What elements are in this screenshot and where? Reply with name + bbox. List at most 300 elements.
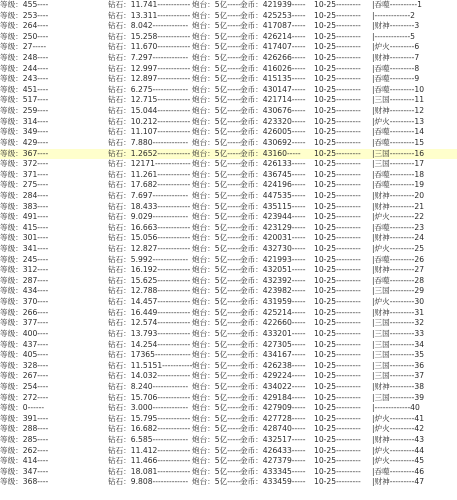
mark-field: |三国---------33 xyxy=(372,328,425,338)
text-line[interactable] xyxy=(0,53,457,64)
diamond-field: 钻石：16.192------------ xyxy=(108,265,191,275)
text-line[interactable] xyxy=(0,223,457,234)
text-line[interactable] xyxy=(0,403,457,414)
cannon-field: 炮台：5亿----- xyxy=(192,137,241,147)
level-field: 等级：349---- xyxy=(0,127,49,137)
mark-field: |财神---------27 xyxy=(372,265,425,275)
text-line[interactable] xyxy=(0,64,457,75)
level-field: 等级：272---- xyxy=(0,392,49,402)
mark-field: |三国---------32 xyxy=(372,318,425,328)
gold-field: 金币：426238----- xyxy=(240,360,306,370)
diamond-field: 钻石：7.880------------- xyxy=(108,137,189,147)
mark-field: |财神---------47 xyxy=(372,477,425,487)
text-line[interactable] xyxy=(0,32,457,43)
level-field: 等级：455---- xyxy=(0,0,49,9)
cannon-field: 炮台：5亿----- xyxy=(192,148,241,158)
text-line[interactable] xyxy=(0,212,457,223)
mark-field: |财神---------20 xyxy=(372,190,425,200)
level-field: 等级：275---- xyxy=(0,180,49,190)
cannon-field: 炮台：5亿----- xyxy=(192,307,241,317)
level-field: 等级：287---- xyxy=(0,275,49,285)
level-field: 等级：314---- xyxy=(0,116,49,126)
text-line[interactable] xyxy=(0,297,457,308)
date-field: 10-25--------- xyxy=(314,265,361,275)
level-field: 等级：266---- xyxy=(0,307,49,317)
mark-field: |三国---------36 xyxy=(372,360,425,370)
cannon-field: 炮台：5亿----- xyxy=(192,403,241,413)
mark-field: |三国---------39 xyxy=(372,392,425,402)
date-field: 10-25--------- xyxy=(314,371,361,381)
diamond-field: 钻石：12.574------------ xyxy=(108,318,191,328)
text-line[interactable] xyxy=(0,95,457,106)
gold-field: 金币：417407----- xyxy=(240,42,306,52)
date-field: 10-25--------- xyxy=(314,477,361,487)
cannon-field: 炮台：5亿----- xyxy=(192,190,241,200)
level-field: 等级：288---- xyxy=(0,424,49,434)
level-field: 等级：262---- xyxy=(0,445,49,455)
cannon-field: 炮台：5亿----- xyxy=(192,0,241,9)
cannon-field: 炮台：5亿----- xyxy=(192,74,241,84)
cannon-field: 炮台：5亿----- xyxy=(192,265,241,275)
text-line[interactable] xyxy=(0,276,457,287)
gold-field: 金币：430692----- xyxy=(240,137,306,147)
mark-field: |财神---------7 xyxy=(372,53,420,63)
cannon-field: 炮台：5亿----- xyxy=(192,318,241,328)
cannon-field: 炮台：5亿----- xyxy=(192,31,241,41)
level-field: 等级：243---- xyxy=(0,74,49,84)
diamond-field: 钻石：11.412------------ xyxy=(108,445,191,455)
date-field: 10-25--------- xyxy=(314,339,361,349)
date-field: 10-25--------- xyxy=(314,159,361,169)
mark-field: |炉火---------13 xyxy=(372,116,425,126)
level-field: 等级：254---- xyxy=(0,381,49,391)
gold-field: 金币：421714----- xyxy=(240,95,306,105)
level-field: 等级：250---- xyxy=(0,31,49,41)
diamond-field: 钻石：15.625------------ xyxy=(108,275,191,285)
date-field: 10-25--------- xyxy=(314,95,361,105)
date-field: 10-25--------- xyxy=(314,127,361,137)
mark-field: |三国---------35 xyxy=(372,350,425,360)
mark-field: |炉火---------6 xyxy=(372,42,420,52)
diamond-field: 钻石：11.741------------ xyxy=(108,0,191,9)
cannon-field: 炮台：5亿----- xyxy=(192,10,241,20)
gold-field: 金币：420031----- xyxy=(240,233,306,243)
cannon-field: 炮台：5亿----- xyxy=(192,339,241,349)
diamond-field: 钻石：12.827------------ xyxy=(108,244,191,254)
mark-field: |吞噬---------18 xyxy=(372,169,425,179)
gold-field: 金币：429184----- xyxy=(240,392,306,402)
diamond-field: 钻石：3.000------------- xyxy=(108,403,189,413)
diamond-field: 钻石：13.311------------ xyxy=(108,10,191,20)
mark-field: |炉火---------22 xyxy=(372,212,425,222)
diamond-field: 钻石：7.297------------- xyxy=(108,53,189,63)
date-field: 10-25--------- xyxy=(314,328,361,338)
level-field: 等级：372---- xyxy=(0,159,49,169)
diamond-field: 钻石：8.042------------- xyxy=(108,21,189,31)
date-field: 10-25--------- xyxy=(314,424,361,434)
cannon-field: 炮台：5亿----- xyxy=(192,456,241,466)
diamond-field: 钻石：12.897------------ xyxy=(108,74,191,84)
mark-field: |财神---------12 xyxy=(372,106,425,116)
text-line[interactable] xyxy=(0,361,457,372)
diamond-field: 钻石：10.212------------ xyxy=(108,116,191,126)
text-line[interactable] xyxy=(0,21,457,32)
cannon-field: 炮台：5亿----- xyxy=(192,106,241,116)
date-field: 10-25--------- xyxy=(314,434,361,444)
cannon-field: 炮台：5亿----- xyxy=(192,244,241,254)
text-line[interactable] xyxy=(0,424,457,435)
cannon-field: 炮台：5亿----- xyxy=(192,212,241,222)
text-line[interactable] xyxy=(0,233,457,244)
diamond-field: 钻石：12.788------------ xyxy=(108,286,191,296)
gold-field: 金币：423982----- xyxy=(240,286,306,296)
level-field: 等级：371---- xyxy=(0,169,49,179)
diamond-field: 钻石：13.793------------ xyxy=(108,328,191,338)
mark-field: |三国---------29 xyxy=(372,286,425,296)
level-field: 等级：434---- xyxy=(0,286,49,296)
level-field: 等级：451---- xyxy=(0,84,49,94)
diamond-field: 钻石：8.240------------- xyxy=(108,381,189,391)
gold-field: 金币：43160----- xyxy=(240,148,301,158)
gold-field: 金币：429224----- xyxy=(240,371,306,381)
gold-field: 金币：417087----- xyxy=(240,21,306,31)
date-field: 10-25--------- xyxy=(314,21,361,31)
text-line[interactable] xyxy=(0,170,457,181)
text-line[interactable] xyxy=(0,456,457,467)
text-line[interactable] xyxy=(0,117,457,128)
diamond-field: 钻石：15.706------------ xyxy=(108,392,191,402)
gold-field: 金币：435115----- xyxy=(240,201,306,211)
diamond-field: 钻石：9.029------------- xyxy=(108,212,189,222)
gold-field: 金币：424196----- xyxy=(240,180,306,190)
level-field: 等级：341---- xyxy=(0,244,49,254)
diamond-field: 钻石：15.258------------ xyxy=(108,31,191,41)
date-field: 10-25--------- xyxy=(314,31,361,41)
date-field: 10-25--------- xyxy=(314,106,361,116)
level-field: 等级：368---- xyxy=(0,477,49,487)
text-line[interactable] xyxy=(0,42,457,53)
level-field: 等级：0------ xyxy=(0,403,45,413)
text-line[interactable] xyxy=(0,477,457,488)
gold-field: 金币：423320----- xyxy=(240,116,306,126)
cannon-field: 炮台：5亿----- xyxy=(192,254,241,264)
level-field: 等级：248---- xyxy=(0,53,49,63)
cannon-field: 炮台：5亿----- xyxy=(192,328,241,338)
date-field: 10-25--------- xyxy=(314,212,361,222)
gold-field: 金币：423944----- xyxy=(240,212,306,222)
mark-field: |三国---------17 xyxy=(372,159,425,169)
gold-field: 金币：422660----- xyxy=(240,318,306,328)
cannon-field: 炮台：5亿----- xyxy=(192,445,241,455)
cannon-field: 炮台：5亿----- xyxy=(192,275,241,285)
level-field: 等级：370---- xyxy=(0,297,49,307)
gold-field: 金币：447535----- xyxy=(240,190,306,200)
text-line[interactable] xyxy=(0,255,457,266)
gold-field: 金币：434022----- xyxy=(240,381,306,391)
diamond-field: 钻石：14.457------------ xyxy=(108,297,191,307)
diamond-field: 钻石：12.997------------ xyxy=(108,63,191,73)
mark-field: |炉火---------42 xyxy=(372,424,425,434)
cannon-field: 炮台：5亿----- xyxy=(192,42,241,52)
diamond-field: 钻石：18.433------------ xyxy=(108,201,191,211)
gold-field: 金币：432730----- xyxy=(240,244,306,254)
diamond-field: 钻石：16.449------------ xyxy=(108,307,191,317)
diamond-field: 钻石：11.670------------ xyxy=(108,42,191,52)
diamond-field: 钻石：1.2652------------ xyxy=(108,148,191,158)
date-field: 10-25--------- xyxy=(314,63,361,73)
level-field: 等级：285---- xyxy=(0,434,49,444)
cannon-field: 炮台：5亿----- xyxy=(192,53,241,63)
text-line[interactable] xyxy=(0,106,457,117)
mark-field: |吞噬---------8 xyxy=(372,63,420,73)
mark-field: |吞噬----------1 xyxy=(372,0,422,9)
diamond-field: 钻石：6.275------------- xyxy=(108,84,189,94)
text-line[interactable] xyxy=(0,318,457,329)
gold-field: 金币：426005----- xyxy=(240,127,306,137)
date-field: 10-25--------- xyxy=(314,318,361,328)
gold-field: 金币：430676----- xyxy=(240,106,306,116)
cannon-field: 炮台：5亿----- xyxy=(192,286,241,296)
cannon-field: 炮台：5亿----- xyxy=(192,297,241,307)
date-field: 10-25--------- xyxy=(314,456,361,466)
mark-field: |吞噬---------23 xyxy=(372,222,425,232)
gold-field: 金币：426433----- xyxy=(240,445,306,455)
mark-field: |-------------40 xyxy=(372,403,420,413)
date-field: 10-25--------- xyxy=(314,201,361,211)
text-line[interactable] xyxy=(0,74,457,85)
level-field: 等级：405---- xyxy=(0,350,49,360)
diamond-field: 钻石：5.992------------- xyxy=(108,254,189,264)
mark-field: |吞噬---------9 xyxy=(372,74,420,84)
text-line[interactable] xyxy=(0,191,457,202)
gold-field: 金币：421993----- xyxy=(240,254,306,264)
level-field: 等级：383---- xyxy=(0,201,49,211)
cannon-field: 炮台：5亿----- xyxy=(192,201,241,211)
gold-field: 金币：423129----- xyxy=(240,222,306,232)
mark-field: |吞噬---------15 xyxy=(372,137,425,147)
date-field: 10-25--------- xyxy=(314,286,361,296)
text-line[interactable] xyxy=(0,350,457,361)
date-field: 10-25--------- xyxy=(314,275,361,285)
level-field: 等级：245---- xyxy=(0,254,49,264)
cannon-field: 炮台：5亿----- xyxy=(192,159,241,169)
date-field: 10-25--------- xyxy=(314,413,361,423)
gold-field: 金币：425214----- xyxy=(240,307,306,317)
text-line[interactable] xyxy=(0,138,457,149)
diamond-field: 钻石：17365------------- xyxy=(108,350,191,360)
text-line[interactable] xyxy=(0,371,457,382)
date-field: 10-25--------- xyxy=(314,244,361,254)
text-line[interactable] xyxy=(0,180,457,191)
gold-field: 金币：426214----- xyxy=(240,31,306,41)
text-line[interactable] xyxy=(0,11,457,22)
diamond-field: 钻石：7.697------------- xyxy=(108,190,189,200)
mark-field: |炉火---------41 xyxy=(372,413,425,423)
mark-field: |炉火---------44 xyxy=(372,445,425,455)
text-line[interactable] xyxy=(0,329,457,340)
gold-field: 金币：426266----- xyxy=(240,53,306,63)
level-field: 等级：347---- xyxy=(0,466,49,476)
gold-field: 金币：416026----- xyxy=(240,63,306,73)
cannon-field: 炮台：5亿----- xyxy=(192,360,241,370)
diamond-field: 钻石：11.466------------ xyxy=(108,456,191,466)
gold-field: 金币：432392----- xyxy=(240,275,306,285)
cannon-field: 炮台：5亿----- xyxy=(192,350,241,360)
date-field: 10-25--------- xyxy=(314,10,361,20)
level-field: 等级：491---- xyxy=(0,212,49,222)
gold-field: 金币：428740----- xyxy=(240,424,306,434)
mark-field: |财神---------43 xyxy=(372,434,425,444)
mark-field: |吞噬---------26 xyxy=(372,254,425,264)
level-field: 等级：244---- xyxy=(0,63,49,73)
date-field: 10-25--------- xyxy=(314,116,361,126)
mark-field: |三国---------16 xyxy=(372,148,425,158)
current-text-line[interactable] xyxy=(0,149,457,160)
diamond-field: 钻石：15.044------------ xyxy=(108,106,191,116)
gold-field: 金币：427305----- xyxy=(240,339,306,349)
cannon-field: 炮台：5亿----- xyxy=(192,233,241,243)
mark-field: |财神---------3 xyxy=(372,21,420,31)
level-field: 等级：253---- xyxy=(0,10,49,20)
cannon-field: 炮台：5亿----- xyxy=(192,392,241,402)
date-field: 10-25--------- xyxy=(314,307,361,317)
text-line[interactable] xyxy=(0,308,457,319)
gold-field: 金币：436745----- xyxy=(240,169,306,179)
date-field: 10-25--------- xyxy=(314,360,361,370)
mark-field: |财神---------31 xyxy=(372,307,425,317)
diamond-field: 钻石：11.261------------ xyxy=(108,169,191,179)
mark-field: |吞噬---------28 xyxy=(372,275,425,285)
date-field: 10-25--------- xyxy=(314,350,361,360)
diamond-field: 钻石：6.585------------- xyxy=(108,434,189,444)
diamond-field: 钻石：11.107------------ xyxy=(108,127,191,137)
cannon-field: 炮台：5亿----- xyxy=(192,466,241,476)
cannon-field: 炮台：5亿----- xyxy=(192,434,241,444)
gold-field: 金币：433201----- xyxy=(240,328,306,338)
date-field: 10-25--------- xyxy=(314,84,361,94)
text-line[interactable] xyxy=(0,159,457,170)
cannon-field: 炮台：5亿----- xyxy=(192,21,241,31)
gold-field: 金币：431959----- xyxy=(240,297,306,307)
level-field: 等级：259---- xyxy=(0,106,49,116)
text-line[interactable] xyxy=(0,382,457,393)
date-field: 10-25--------- xyxy=(314,74,361,84)
text-line[interactable] xyxy=(0,127,457,138)
mark-field: |炉火---------30 xyxy=(372,297,425,307)
text-line[interactable] xyxy=(0,446,457,457)
date-field: 10-25--------- xyxy=(314,466,361,476)
date-field: 10-25--------- xyxy=(314,403,361,413)
text-line[interactable] xyxy=(0,244,457,255)
gold-field: 金币：433345----- xyxy=(240,466,306,476)
level-field: 等级：429---- xyxy=(0,137,49,147)
date-field: 10-25--------- xyxy=(314,445,361,455)
date-field: 10-25--------- xyxy=(314,392,361,402)
mark-field: |财神---------38 xyxy=(372,381,425,391)
date-field: 10-25--------- xyxy=(314,381,361,391)
mark-field: |炉火---------25 xyxy=(372,244,425,254)
cannon-field: 炮台：5亿----- xyxy=(192,381,241,391)
gold-field: 金币：430147----- xyxy=(240,84,306,94)
level-field: 等级：328---- xyxy=(0,360,49,370)
text-line[interactable] xyxy=(0,393,457,404)
level-field: 等级：27----- xyxy=(0,42,47,52)
diamond-field: 钻石：12.715------------ xyxy=(108,95,191,105)
text-line[interactable] xyxy=(0,340,457,351)
gold-field: 金币：427379----- xyxy=(240,456,306,466)
date-field: 10-25--------- xyxy=(314,190,361,200)
diamond-field: 钻石：9.808------------- xyxy=(108,477,189,487)
date-field: 10-25--------- xyxy=(314,222,361,232)
level-field: 等级：400---- xyxy=(0,328,49,338)
mark-field: |-------------5 xyxy=(372,31,416,41)
date-field: 10-25--------- xyxy=(314,254,361,264)
mark-field: |吞噬---------46 xyxy=(372,466,425,476)
gold-field: 金币：433459----- xyxy=(240,477,306,487)
text-line[interactable] xyxy=(0,265,457,276)
date-field: 10-25--------- xyxy=(314,53,361,63)
gold-field: 金币：427909----- xyxy=(240,403,306,413)
cannon-field: 炮台：5亿----- xyxy=(192,413,241,423)
text-line[interactable] xyxy=(0,0,457,11)
mark-field: |-------------2 xyxy=(372,10,416,20)
mark-field: |吞噬---------14 xyxy=(372,127,425,137)
level-field: 等级：415---- xyxy=(0,222,49,232)
date-field: 10-25--------- xyxy=(314,0,361,9)
text-line[interactable] xyxy=(0,286,457,297)
level-field: 等级：284---- xyxy=(0,190,49,200)
gold-field: 金币：427728----- xyxy=(240,413,306,423)
mark-field: |吞噬---------10 xyxy=(372,84,425,94)
diamond-field: 钻石：12171------------- xyxy=(108,159,191,169)
cannon-field: 炮台：5亿----- xyxy=(192,477,241,487)
cannon-field: 炮台：5亿----- xyxy=(192,180,241,190)
level-field: 等级：267---- xyxy=(0,371,49,381)
cannon-field: 炮台：5亿----- xyxy=(192,95,241,105)
gold-field: 金币：432517----- xyxy=(240,434,306,444)
cannon-field: 炮台：5亿----- xyxy=(192,84,241,94)
cannon-field: 炮台：5亿----- xyxy=(192,116,241,126)
date-field: 10-25--------- xyxy=(314,297,361,307)
level-field: 等级：301---- xyxy=(0,233,49,243)
text-line[interactable] xyxy=(0,202,457,213)
cannon-field: 炮台：5亿----- xyxy=(192,127,241,137)
cannon-field: 炮台：5亿----- xyxy=(192,371,241,381)
text-line[interactable] xyxy=(0,435,457,446)
mark-field: |炉火---------45 xyxy=(372,456,425,466)
gold-field: 金币：434167----- xyxy=(240,350,306,360)
gold-field: 金币：415135----- xyxy=(240,74,306,84)
diamond-field: 钻石：16.682------------ xyxy=(108,424,191,434)
level-field: 等级：312---- xyxy=(0,265,49,275)
text-line[interactable] xyxy=(0,467,457,478)
diamond-field: 钻石：14.254------------ xyxy=(108,339,191,349)
mark-field: |三国---------11 xyxy=(372,95,425,105)
date-field: 10-25--------- xyxy=(314,148,361,158)
text-line[interactable] xyxy=(0,85,457,96)
mark-field: |财神---------24 xyxy=(372,233,425,243)
date-field: 10-25--------- xyxy=(314,169,361,179)
level-field: 等级：517---- xyxy=(0,95,49,105)
cannon-field: 炮台：5亿----- xyxy=(192,169,241,179)
level-field: 等级：391---- xyxy=(0,413,49,423)
text-line[interactable] xyxy=(0,414,457,425)
mark-field: |三国---------37 xyxy=(372,371,425,381)
diamond-field: 钻石：17.682------------ xyxy=(108,180,191,190)
gold-field: 金币：425253----- xyxy=(240,10,306,20)
level-field: 等级：414---- xyxy=(0,456,49,466)
diamond-field: 钻石：15.056------------ xyxy=(108,233,191,243)
